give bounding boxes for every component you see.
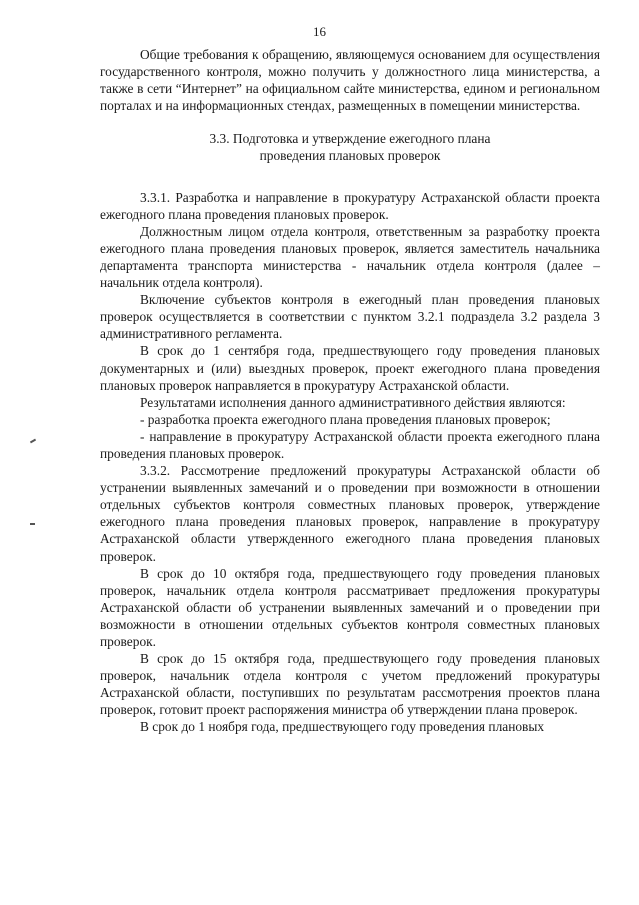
paragraph-inclusion: Включение субъектов контроля в ежегодный план проведения плановых проверок осуществляется в соответствии с пунктом 3.2.1 подраздела 3.2 раздела 3 административного регламента. — [100, 292, 600, 342]
page-number: 16 — [313, 24, 326, 39]
paragraph-deadline-oct-10: В срок до 10 октября года, предшествующего году проведения плановых проверок, начальник отдела контроля рассматривает предложения прокуратуры Астраханской области об устранении выявленных замечаний и о проведении при возможности в отношении отдельных субъектов контроля совместных плановых проверок. — [100, 565, 600, 649]
paragraph-deadline-nov-1: В срок до 1 ноября года, предшествующего году проведения плановых — [140, 719, 545, 735]
scan-mark — [30, 523, 35, 525]
paragraph-3-3-2: 3.3.2. Рассмотрение предложений прокуратуры Астраханской области об устранении выявленных замечаний и о проведении при возможности в отношении отдельных субъектов контроля совместных плановых проверок, утверждение ежегодного плана проведения плановых проверок, направление в прокуратуру Астраханской области утвержденного ежегодного плана проведения плановых проверок. — [100, 463, 600, 564]
paragraph-deadline-oct-15: В срок до 15 октября года, предшествующего году проведения плановых проверок, начальник отдела контроля с учетом предложений прокуратуры Астраханской области, поступивших по результатам рассмотрения проектов плана проверок, готовит проект распоряжения министра об утверждении плана проверок. — [100, 651, 600, 718]
scan-mark — [30, 439, 36, 444]
paragraph-results-intro: Результатами исполнения данного административного действия являются: — [140, 394, 566, 410]
section-heading-line1: 3.3. Подготовка и утверждение ежегодного плана — [209, 131, 491, 147]
list-item-sending: - направление в прокуратуру Астраханской области проекта ежегодного плана проведения плановых проверок. — [100, 428, 600, 461]
paragraph-responsible-official: Должностным лицом отдела контроля, ответственным за разработку проекта ежегодного плана проведения плановых проверок, является заместитель начальника департамента транспорта министерства - начальник отдела контроля (далее – начальник отдела контроля). — [100, 223, 600, 291]
paragraph-deadline-sept-1: В срок до 1 сентября года, предшествующего году проведения плановых документарных и (или) выездных проверок, проект ежегодного плана проведения плановых проверок направляется в прокуратуру Астраханской области. — [100, 343, 600, 393]
list-item-development: - разработка проекта ежегодного плана проведения плановых проверок; — [140, 411, 551, 427]
intro-paragraph: Общие требования к обращению, являющемуся основанием для осуществления государственного контроля, можно получить у должностного лица министерства, а также в сети “Интернет” на официальном сайте министерства, едином и региональном порталах и на информационных стендах, размещенных в помещении министерства. — [100, 47, 600, 114]
paragraph-3-3-1: 3.3.1. Разработка и направление в прокуратуру Астраханской области проекта ежегодного плана проведения плановых проверок. — [100, 189, 600, 222]
section-heading — [100, 130, 600, 164]
section-heading-line2: проведения плановых проверок — [259, 148, 441, 164]
document-body — [100, 46, 600, 736]
